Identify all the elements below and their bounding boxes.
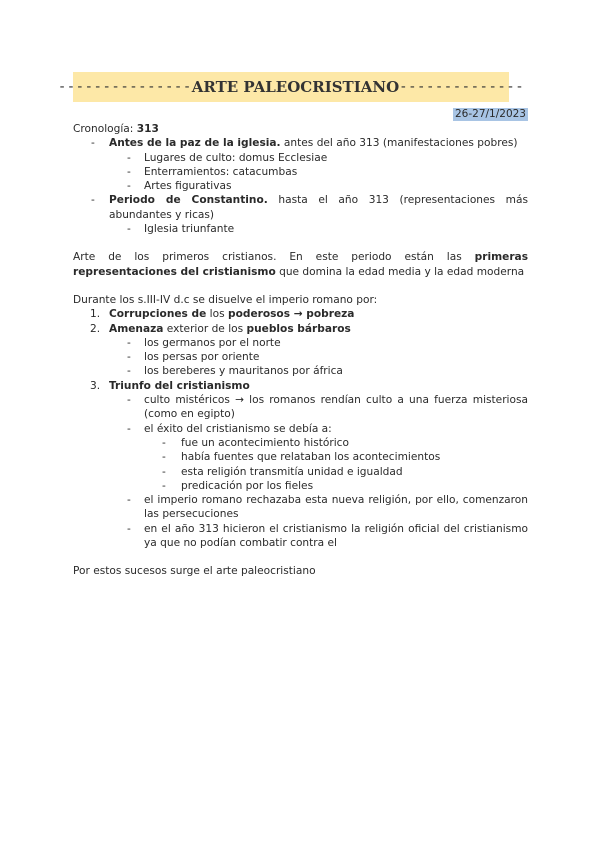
list-item: - Enterramientos: catacumbas xyxy=(127,165,298,178)
numbered-item: 1. Corrupciones de los poderosos → pobreza xyxy=(90,308,355,321)
list-item: - Artes figurativas xyxy=(127,180,232,193)
list-item: - Periodo de Constantino. hasta el año 313 (representaciones más abundantes y ricas) xyxy=(91,194,528,221)
list-item: - predicación por los fieles xyxy=(162,479,314,492)
numbered-item: 2. Amenaza exterior de los pueblos bárbaros xyxy=(90,322,351,335)
list-item: - Lugares de culto: domus Ecclesiae xyxy=(127,151,328,164)
list-item: - Iglesia triunfante xyxy=(127,223,235,236)
list-item: - los bereberes y mauritanos por áfrica xyxy=(127,365,343,378)
page-title: ARTE PALEOCRISTIANO xyxy=(191,78,400,96)
list-item: - Antes de la paz de la iglesia. antes del año 313 (manifestaciones pobres) xyxy=(91,137,518,150)
list-item: - el imperio romano rechazaba esta nueva religión, por ello, comenzaron las persecuciones xyxy=(127,494,528,521)
closing-line: Por estos sucesos surge el arte paleocristiano xyxy=(73,565,316,578)
list-item: - había fuentes que relataban los acontecimientos xyxy=(162,451,441,464)
list-item: - los persas por oriente xyxy=(127,351,260,364)
title-dashes-right: -------------- xyxy=(399,79,525,95)
numbered-item: 3. Triunfo del cristianismo xyxy=(90,379,250,392)
list-item: - en el año 313 hicieron el cristianismo la religión oficial del cristianismo ya que no podían combatir contra el xyxy=(127,522,528,550)
durante-lead: Durante los s.III-IV d.c se disuelve el imperio romano por: xyxy=(73,293,378,306)
title-banner xyxy=(57,72,525,102)
notes-body xyxy=(73,122,528,579)
list-item: - los germanos por el norte xyxy=(127,336,281,349)
date-highlight: 26-27/1/2023 xyxy=(455,108,526,120)
list-item: - el éxito del cristianismo se debía a: xyxy=(127,422,332,435)
list-item: - esta religión transmitía unidad e igualdad xyxy=(162,465,403,478)
intro-paragraph: Arte de los primeros cristianos. En este periodo están las primeras representaciones del cristianismo que domina la edad media y la edad moderna xyxy=(73,251,528,278)
list-item: - fue un acontecimiento histórico xyxy=(162,436,349,449)
cronologia-line: Cronología: 313 xyxy=(73,123,159,135)
title-dashes-left: --------------- xyxy=(57,79,192,95)
list-item: - culto mistéricos → los romanos rendían culto a una fuerza misteriosa (como en egipto) xyxy=(127,394,528,421)
